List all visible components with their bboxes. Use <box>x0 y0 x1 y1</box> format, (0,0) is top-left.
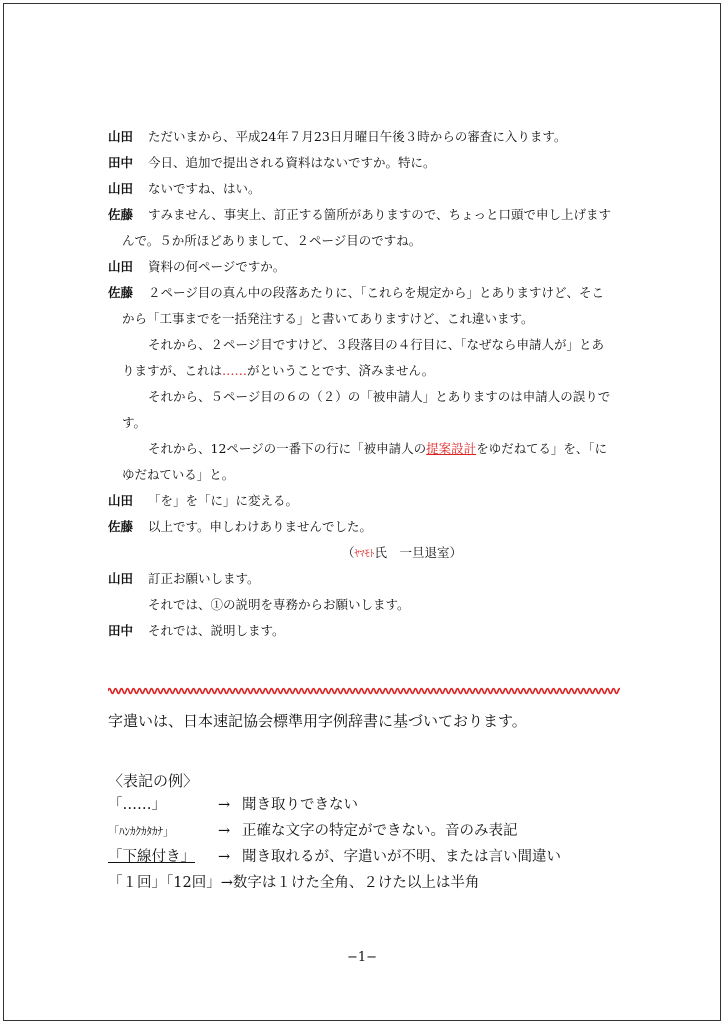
legend-description: 聞き取りできない <box>242 797 358 813</box>
legend-row <box>108 792 358 818</box>
transcript-line <box>108 202 626 228</box>
utterance: それから、12ページの一番下の行に「被申請人の <box>148 441 427 456</box>
transcript <box>108 124 626 644</box>
utterance: ２ページ目の真ん中の段落あたりに、「これらを規定から」とありますけど、そこ <box>148 285 605 300</box>
transcript-line <box>108 436 626 462</box>
utterance: をゆだねてる」を、「に <box>476 441 608 456</box>
utterance: それでは、説明します。 <box>148 623 285 638</box>
speaker-name: 田中 <box>108 623 134 638</box>
utterance: す <box>598 207 612 222</box>
speaker-name: 山田 <box>108 571 134 586</box>
transcript-line <box>108 618 626 644</box>
utterance: それから、２ページ目ですけど、３段落目の４行目に、「なぜなら申請人が」とあ <box>148 337 605 352</box>
utterance: 訂正お願いします。 <box>148 571 260 586</box>
utterance: がということです、済みません。 <box>247 363 435 378</box>
speaker-name: 佐藤 <box>108 285 134 300</box>
utterance: それでは、①の説明を専務からお願いします。 <box>148 597 410 612</box>
speaker-name: 山田 <box>108 259 134 274</box>
speaker-name: 佐藤 <box>108 207 134 222</box>
stage-direction-text: 氏 一旦退室） <box>374 545 463 560</box>
page-number: −1− <box>346 950 378 965</box>
arrow-icon: → <box>218 849 231 865</box>
inaudible-marker: …… <box>222 363 248 378</box>
transcript-line <box>108 410 626 436</box>
utterance: 以上です。申しわけありませんでした。 <box>148 519 373 534</box>
utterance: それから、５ページ目の６の（２）の「被申請人」とありますのは申請人の誤りで <box>148 389 611 404</box>
speaker-name: 山田 <box>108 181 134 196</box>
transcript-line <box>108 566 626 592</box>
utterance: 今日、追加で提出される資料はないですか。特に。 <box>148 155 436 170</box>
transcript-line <box>108 592 626 618</box>
speaker-name: 山田 <box>108 493 134 508</box>
legend-row <box>108 844 561 870</box>
stage-direction-kana: ﾔﾏﾓﾄ <box>354 549 375 560</box>
transcript-line <box>108 514 626 540</box>
utterance: ゆだねている」と。 <box>122 467 235 482</box>
legend-term: 「１回」「12回」 <box>108 875 221 891</box>
utterance: りますが、これは <box>122 363 223 378</box>
transcript-line <box>108 124 626 150</box>
transcript-line <box>108 332 626 358</box>
arrow-icon: → <box>220 875 233 891</box>
utterance: ただいまから、平成24年７月23日月曜日午後３時からの審査に入ります。 <box>148 129 567 144</box>
notation-note: 字遣いは、日本速記協会標準用字例辞書に基づいております。 <box>108 712 527 730</box>
speaker-name: 佐藤 <box>108 519 134 534</box>
legend-description: 聞き取れるが、字遣いが不明、または言い間違い <box>242 849 561 865</box>
stage-direction <box>108 540 626 566</box>
transcript-line <box>108 306 626 332</box>
utterance: ないですね、はい。 <box>148 181 261 196</box>
legend-term: 「下線付き」 <box>108 849 195 865</box>
utterance: んで。５か所ほどありまして、２ページ目のですね。 <box>122 233 422 248</box>
document-page <box>3 3 721 1021</box>
transcript-line <box>108 228 626 254</box>
legend-term: 「……」 <box>108 797 166 813</box>
legend-row <box>108 818 518 844</box>
transcript-line <box>108 358 626 384</box>
transcript-line <box>108 254 626 280</box>
transcript-line <box>108 150 626 176</box>
utterance: すみません、事実上、訂正する箇所がありますので、ちょっと口頭で申し上げま <box>148 207 599 222</box>
transcript-line <box>108 462 626 488</box>
uncertain-word: 提案設計 <box>426 441 477 456</box>
arrow-icon: → <box>218 797 231 813</box>
stage-direction-open: （ <box>341 545 355 560</box>
utterance: 「を」を「に」に変える。 <box>148 493 299 508</box>
transcript-line <box>108 176 626 202</box>
transcript-line <box>108 488 626 514</box>
speaker-name: 山田 <box>108 129 134 144</box>
legend-title: 〈表記の例〉 <box>108 772 199 790</box>
legend-description: 正確な文字の特定ができない。音のみ表記 <box>242 823 518 839</box>
transcript-line <box>108 384 626 410</box>
utterance: から「工事までを一括発注する」と書いてありますけど、これ違います。 <box>122 311 534 326</box>
arrow-icon: → <box>218 823 231 839</box>
transcript-line <box>108 280 626 306</box>
legend-term: 「ﾊﾝｶｸｶﾀｶﾅ」 <box>108 825 174 838</box>
speaker-name: 田中 <box>108 155 134 170</box>
wavy-divider <box>108 684 620 698</box>
legend-row <box>108 870 479 896</box>
utterance: 資料の何ページですか。 <box>148 259 286 274</box>
utterance: す。 <box>122 415 147 430</box>
legend-description: 数字は１けた全角、２けた以上は半角 <box>232 875 480 891</box>
